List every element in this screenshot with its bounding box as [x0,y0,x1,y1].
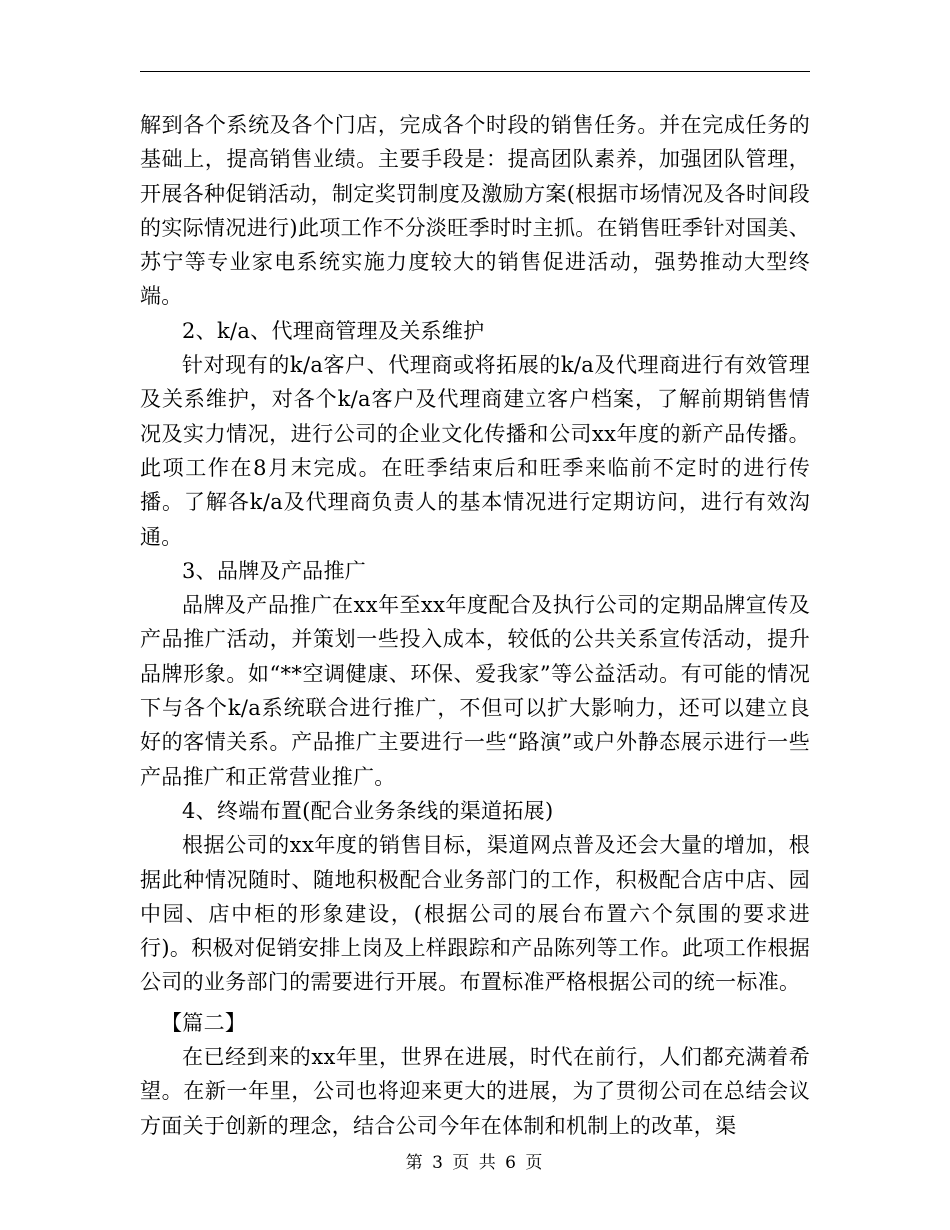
paragraph-brand-promotion: 品牌及产品推广在xx年至xx年度配合及执行公司的定期品牌宣传及产品推广活动，并策划一些投入成本，较低的公共关系宣传活动，提升品牌形象。如“**空调健康、环保、爱我家”等公益活动。有可能的情况下与各个k/a系统联合进行推广，不但可以扩大影响力，还可以建立良好的客情关系。产品推广主要进行一些“路演”或户外静态展示进行一些产品推广和正常营业推广。 [140,593,810,789]
document-body [140,108,810,1143]
paragraph-part-two-intro: 在已经到来的xx年里，世界在进展，时代在前行，人们都充满着希望。在新一年里，公司也将迎来更大的进展，为了贯彻公司在总结会议方面关于创新的理念，结合公司今年在体制和机制上的改革，渠 [140,1045,810,1138]
page-number: 第 3 页 共 6 页 [405,1153,545,1173]
heading-terminal-layout: 4、终端布置(配合业务条线的渠道拓展) [182,798,554,823]
heading-ka-agent-management: 2、k/a、代理商管理及关系维护 [182,318,485,343]
paragraph-ka-agent-management: 针对现有的k/a客户、代理商或将拓展的k/a及代理商进行有效管理及关系维护，对各个k/a客户及代理商建立客户档案，了解前期销售情况及实力情况，进行公司的企业文化传播和公司xx年度的新产品传播。此项工作在8月末完成。在旺季结束后和旺季来临前不定时的进行传播。了解各k/a及代理商负责人的基本情况进行定期访问，进行有效沟通。 [140,353,810,549]
paragraph-terminal-layout: 根据公司的xx年度的销售目标，渠道网点普及还会大量的增加，根据此种情况随时、随地积极配合业务部门的工作，积极配合店中店、园中园、店中柜的形象建设，(根据公司的展台布置六个氛围的要求进行)。积极对促销安排上岗及上样跟踪和产品陈列等工作。此项工作根据公司的业务部门的需要进行开展。布置标准严格根据公司的统一标准。 [140,833,810,995]
heading-brand-promotion: 3、品牌及产品推广 [182,558,367,583]
header-rule [140,71,810,72]
section-title-part-two: 【篇二】 [161,1010,247,1035]
paragraph-continuation: 解到各个系统及各个门店，完成各个时段的销售任务。并在完成任务的基础上，提高销售业绩。主要手段是：提高团队素养，加强团队管理，开展各种促销活动，制定奖罚制度及激励方案(根据市场情况及各时间段的实际情况进行)此项工作不分淡旺季时时主抓。在销售旺季针对国美、苏宁等专业家电系统实施力度较大的销售促进活动，强势推动大型终端。 [140,113,810,309]
